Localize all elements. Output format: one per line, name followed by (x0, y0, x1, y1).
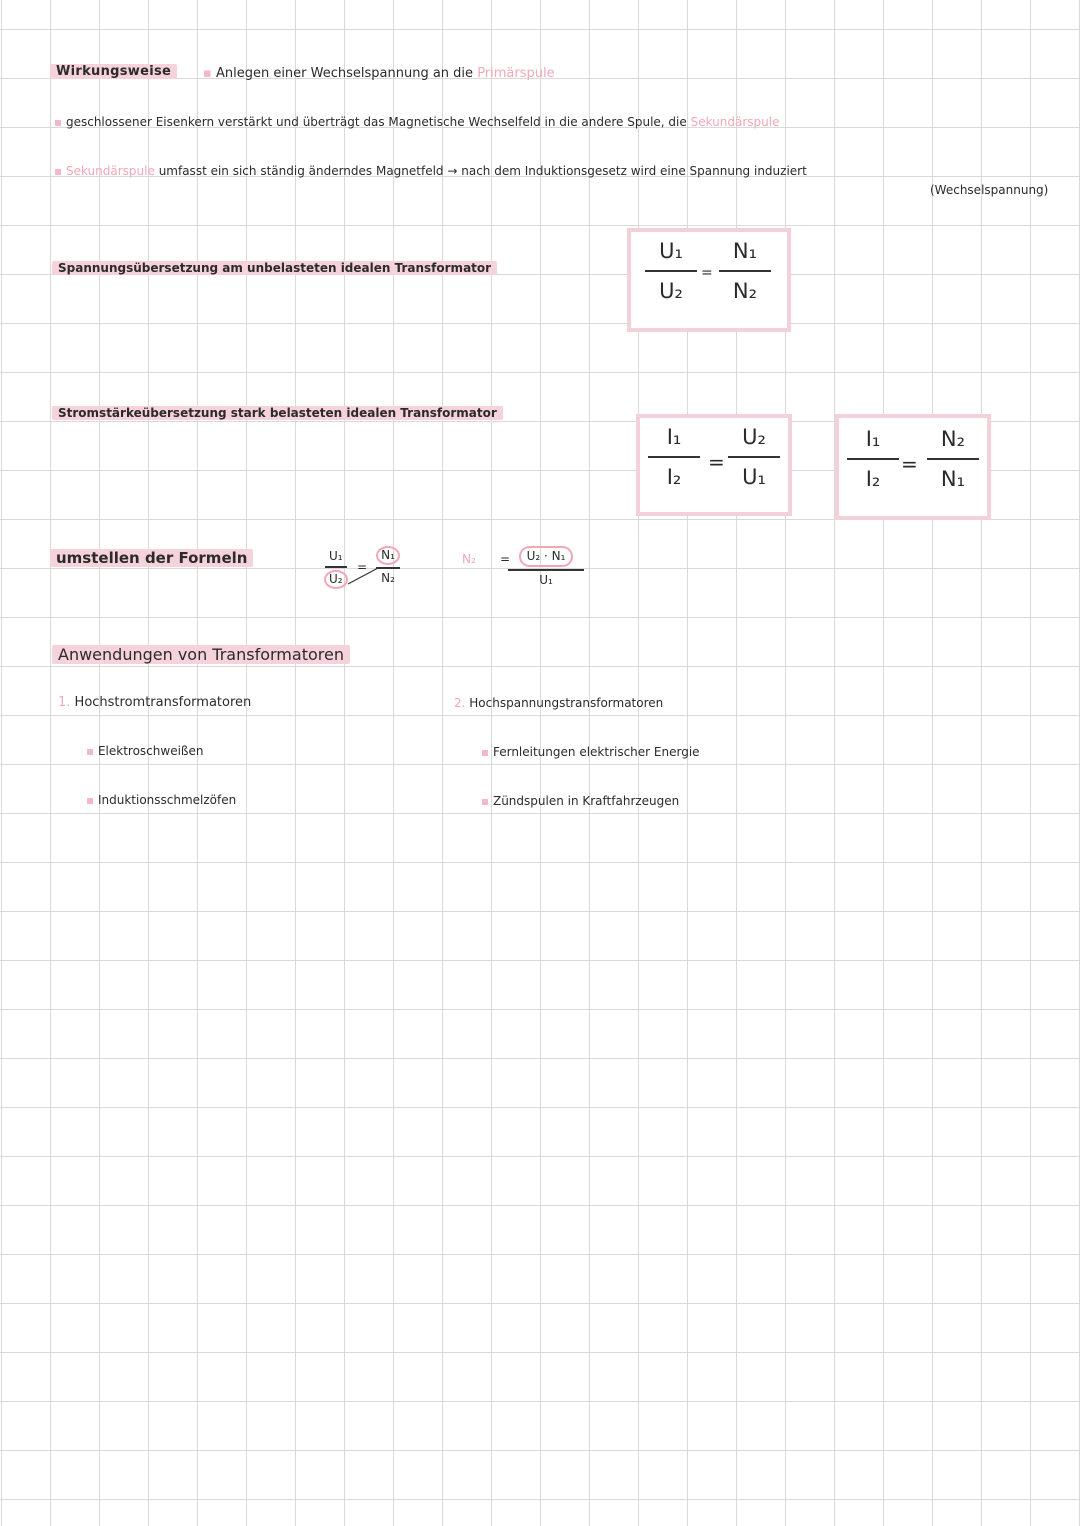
wirkung-line-3-note: (Wechselspannung) (930, 183, 1049, 197)
list-item-text: Fernleitungen elektrischer Energie (492, 745, 700, 759)
bullet: ▪ (203, 66, 212, 81)
result-lhs: N₂ (462, 552, 476, 566)
wirkung-line-3-pink: Sekundärspule (65, 164, 155, 178)
formula-box-spannung (627, 228, 791, 332)
umstellen-fraction-left (324, 549, 348, 589)
anwendung-title-text: Hochspannungstransformatoren (469, 696, 664, 710)
denominator: N₁ (940, 467, 966, 491)
list-item-text: Elektroschweißen (97, 744, 204, 758)
fraction-left (847, 426, 899, 492)
numerator: U₁ (659, 239, 683, 263)
fraction-bar (847, 458, 899, 460)
wirkung-line-1-text: Anlegen einer Wechselspannung an die (215, 66, 474, 81)
fraction-bar (645, 270, 697, 272)
list-item (481, 794, 679, 808)
numerator: N₁ (732, 239, 758, 263)
fraction-right (927, 426, 979, 492)
bullet: ▪ (54, 164, 63, 178)
list-number: 2. (454, 696, 466, 710)
denominator: U₁ (539, 572, 553, 587)
numerator-circled: U₂ · N₁ (519, 546, 574, 567)
fraction-bar (927, 458, 979, 460)
section-label-anwendungen: Anwendungen von Transformatoren (52, 645, 350, 664)
equals-sign: = (708, 450, 725, 474)
denominator: I₂ (666, 465, 682, 489)
fraction-right (728, 424, 780, 490)
equals-sign: = (701, 265, 713, 281)
fraction-bar (728, 456, 780, 458)
section-label-wirkungsweise: Wirkungsweise (50, 64, 177, 79)
fraction-bar (719, 270, 771, 272)
bullet: ▪ (54, 115, 63, 129)
denominator: U₁ (742, 465, 766, 489)
fraction-bar (325, 566, 347, 568)
formula-box-strom-2 (835, 414, 991, 520)
bullet: ▪ (481, 745, 490, 759)
wirkung-line-2-text: geschlossener Eisenkern verstärkt und überträgt das Magnetische Wechselfeld in die andere Spule, die (65, 115, 687, 129)
numerator: I₁ (865, 427, 881, 451)
section-label-spannung: Spannungsübersetzung am unbelasteten idealen Transformator (52, 261, 497, 275)
swap-arrow-line (346, 564, 380, 588)
list-item (86, 793, 236, 807)
numerator: U₂ (742, 425, 766, 449)
denominator: U₂ (659, 279, 683, 303)
bullet: ▪ (481, 794, 490, 808)
wirkung-line-3-text: umfasst ein sich ständig änderndes Magnetfeld → nach dem Induktionsgesetz wird eine Spannung induziert (158, 164, 807, 178)
denominator: N₂ (381, 570, 395, 585)
result-equals: = (500, 552, 511, 566)
denominator: I₂ (865, 467, 881, 491)
section-label-umstellen: umstellen der Formeln (50, 549, 253, 567)
numerator-circled: N₁ (376, 546, 400, 565)
bullet: ▪ (86, 793, 95, 807)
list-item (481, 745, 700, 759)
fraction-left (648, 424, 700, 490)
list-item-text: Zündspulen in Kraftfahrzeugen (492, 794, 680, 808)
equals-sign: = (901, 452, 918, 476)
wirkung-line-2 (54, 115, 779, 129)
wirkung-line-1-pink: Primärspule (477, 66, 555, 81)
wirkung-line-1 (203, 66, 555, 81)
equals-sign: = (357, 560, 368, 574)
denominator-circled: U₂ (324, 570, 348, 589)
denominator: N₂ (732, 279, 758, 303)
list-item-text: Induktionsschmelzöfen (97, 793, 237, 807)
numerator: I₁ (666, 425, 682, 449)
wirkung-line-3 (54, 164, 807, 178)
fraction-right (719, 238, 771, 304)
formula-box-strom-1 (636, 414, 792, 516)
wirkung-line-2-pink: Sekundärspule (690, 115, 780, 129)
list-item (86, 744, 203, 758)
fraction-bar (648, 456, 700, 458)
numerator: N₂ (940, 427, 966, 451)
fraction-bar (508, 569, 584, 571)
anwendung-title-text: Hochstromtransformatoren (74, 695, 252, 710)
anwendung-2-title (454, 696, 663, 710)
result-fraction (508, 546, 584, 588)
anwendung-1-title (58, 695, 251, 710)
fraction-left (645, 238, 697, 304)
numerator: U₁ (329, 549, 343, 563)
bullet: ▪ (86, 744, 95, 758)
section-label-strom: Stromstärkeübersetzung stark belasteten idealen Transformator (52, 406, 503, 420)
list-number: 1. (58, 695, 71, 710)
